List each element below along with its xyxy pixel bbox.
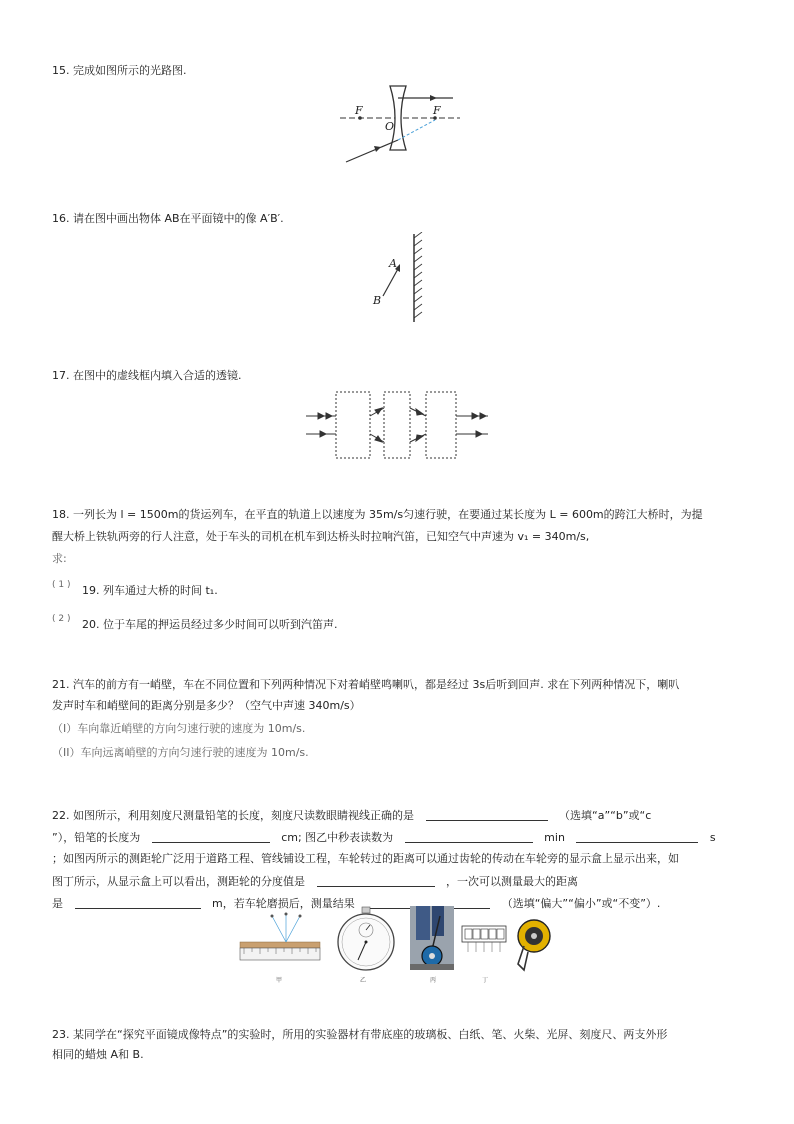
q22-p2: （选填“a”“b”或“c [559,809,652,822]
label-B: B [373,294,382,307]
arrowhead-top [430,95,437,101]
blank-stopwatch-min[interactable] [405,830,533,843]
arrowhead-bottom [374,146,381,152]
q15-text: 15. 完成如图所示的光路图. [52,64,187,77]
q22-p11: m，若车轮磨损后，测量结果 [212,897,355,910]
q22-p4: cm; 图乙中秒表读数为 [281,831,394,844]
mirror-hatching [414,232,422,318]
q22-p6: s [709,831,716,844]
q18-line2: 醒大桥上铁轨两旁的行人注意，处于车头的司机在机车到达桥头时拉响汽笛，已知空气中声速为 v₁ = 340m/s, [52,530,590,543]
q23-line1: 23. 某同学在“探究平面镜成像特点”的实验时，所用的实验器材有带底座的玻璃板、白纸、笔、火柴、光屏、刻度尺、两支外形 [52,1028,668,1041]
q16-text: 16. 请在图中画出物体 AB在平面镜中的像 A′B′. [52,212,284,225]
q22-p1: 22. 如图所示，利用刻度尺测量铅笔的长度，刻度尺读数眼睛视线正确的是 [52,809,414,822]
blank-max-distance[interactable] [75,896,201,909]
q18-sub1-tag: ( 1 ) [52,580,71,590]
q17-lens-boxes-figure [304,390,490,462]
counter-display [462,926,506,942]
blank-division-value[interactable] [317,874,435,887]
person-leg [416,906,430,940]
q22-ruler-figure [238,912,322,968]
q18-sub1: 19. 列车通过大桥的时间 t₁. [82,584,218,597]
q22-measuring-wheel-photo [410,906,454,970]
q21-case1: （I）车向靠近峭壁的方向匀速行驶的速度为 10m/s. [52,722,306,735]
label-O: O [385,120,395,133]
q22-p3: ”），铅笔的长度为 [52,831,141,844]
q18-sub2-tag: ( 2 ) [52,614,71,624]
q18-ask: 求: [52,552,67,565]
caption-a: 甲 [276,977,283,984]
caption-b: 乙 [360,977,367,984]
label-F-right: F [433,104,441,117]
q22-stopwatch-figure [328,906,404,972]
sight-lines [272,914,300,942]
blank-pencil-length[interactable] [152,830,270,843]
caption-d: 丁 [482,977,489,984]
label-A: A [389,257,397,270]
q22-p9: ，一次可以测量最大的距离 [446,875,578,888]
box-1 [336,392,370,458]
box-2 [384,392,410,458]
q21-line1: 21. 汽车的前方有一峭壁，车在不同位置和下列两种情况下对着峭壁鸣喇叭，都是经过 3s后听到回声. 求在下列两种情况下，喇叭 [52,678,680,691]
dashed-extension [398,120,435,140]
q16-plane-mirror-figure [378,232,434,324]
incident-ray-bottom [346,140,398,162]
q22-p5: min [544,831,565,844]
blank-eye-line[interactable] [426,808,548,821]
box-3 [426,392,456,458]
q22-p10: 是 [52,897,63,910]
q22-row4 [52,874,578,889]
q22-wheel-device-figure [512,912,552,972]
caption-c: 丙 [430,977,437,984]
q21-case2: （II）车向远离峭壁的方向匀速行驶的速度为 10m/s. [52,746,309,759]
stopwatch-button [362,907,370,913]
q22-p8: 图丁所示，从显示盒上可以看出，测距轮的分度值是 [52,875,305,888]
q22-p12: （选填“偏大”“偏小”或“不变”）. [501,897,661,910]
q17-text: 17. 在图中的虚线框内填入合适的透镜. [52,369,242,382]
q23-line2: 相同的蜡烛 A和 B. [52,1048,144,1061]
q18-line1: 18. 一列长为 l = 1500m的货运列车，在平直的轨道上以速度为 35m/s匀速行驶，在要通过某长度为 L = 600m的跨江大桥时，为提 [52,508,703,521]
object-AB [383,267,399,296]
q22-row2 [52,830,716,845]
pencil [240,942,320,948]
label-F-left: F [355,104,363,117]
q21-line2: 发声时车和峭壁间的距离分别是多少？（空气中声速 340m/s） [52,699,361,712]
q22-row1 [52,808,651,823]
q18-sub2: 20. 位于车尾的押运员经过多少时间可以听到汽笛声. [82,618,338,631]
q15-diverging-lens-figure [338,82,463,164]
q22-p7: ；如图丙所示的测距轮广泛用于道路工程、管线铺设工程，车轮转过的距离可以通过齿轮的传动在车轮旁的显示盒上显示出来，如 [52,852,679,865]
blank-stopwatch-s[interactable] [576,830,698,843]
q22-counter-display-figure [460,922,508,962]
